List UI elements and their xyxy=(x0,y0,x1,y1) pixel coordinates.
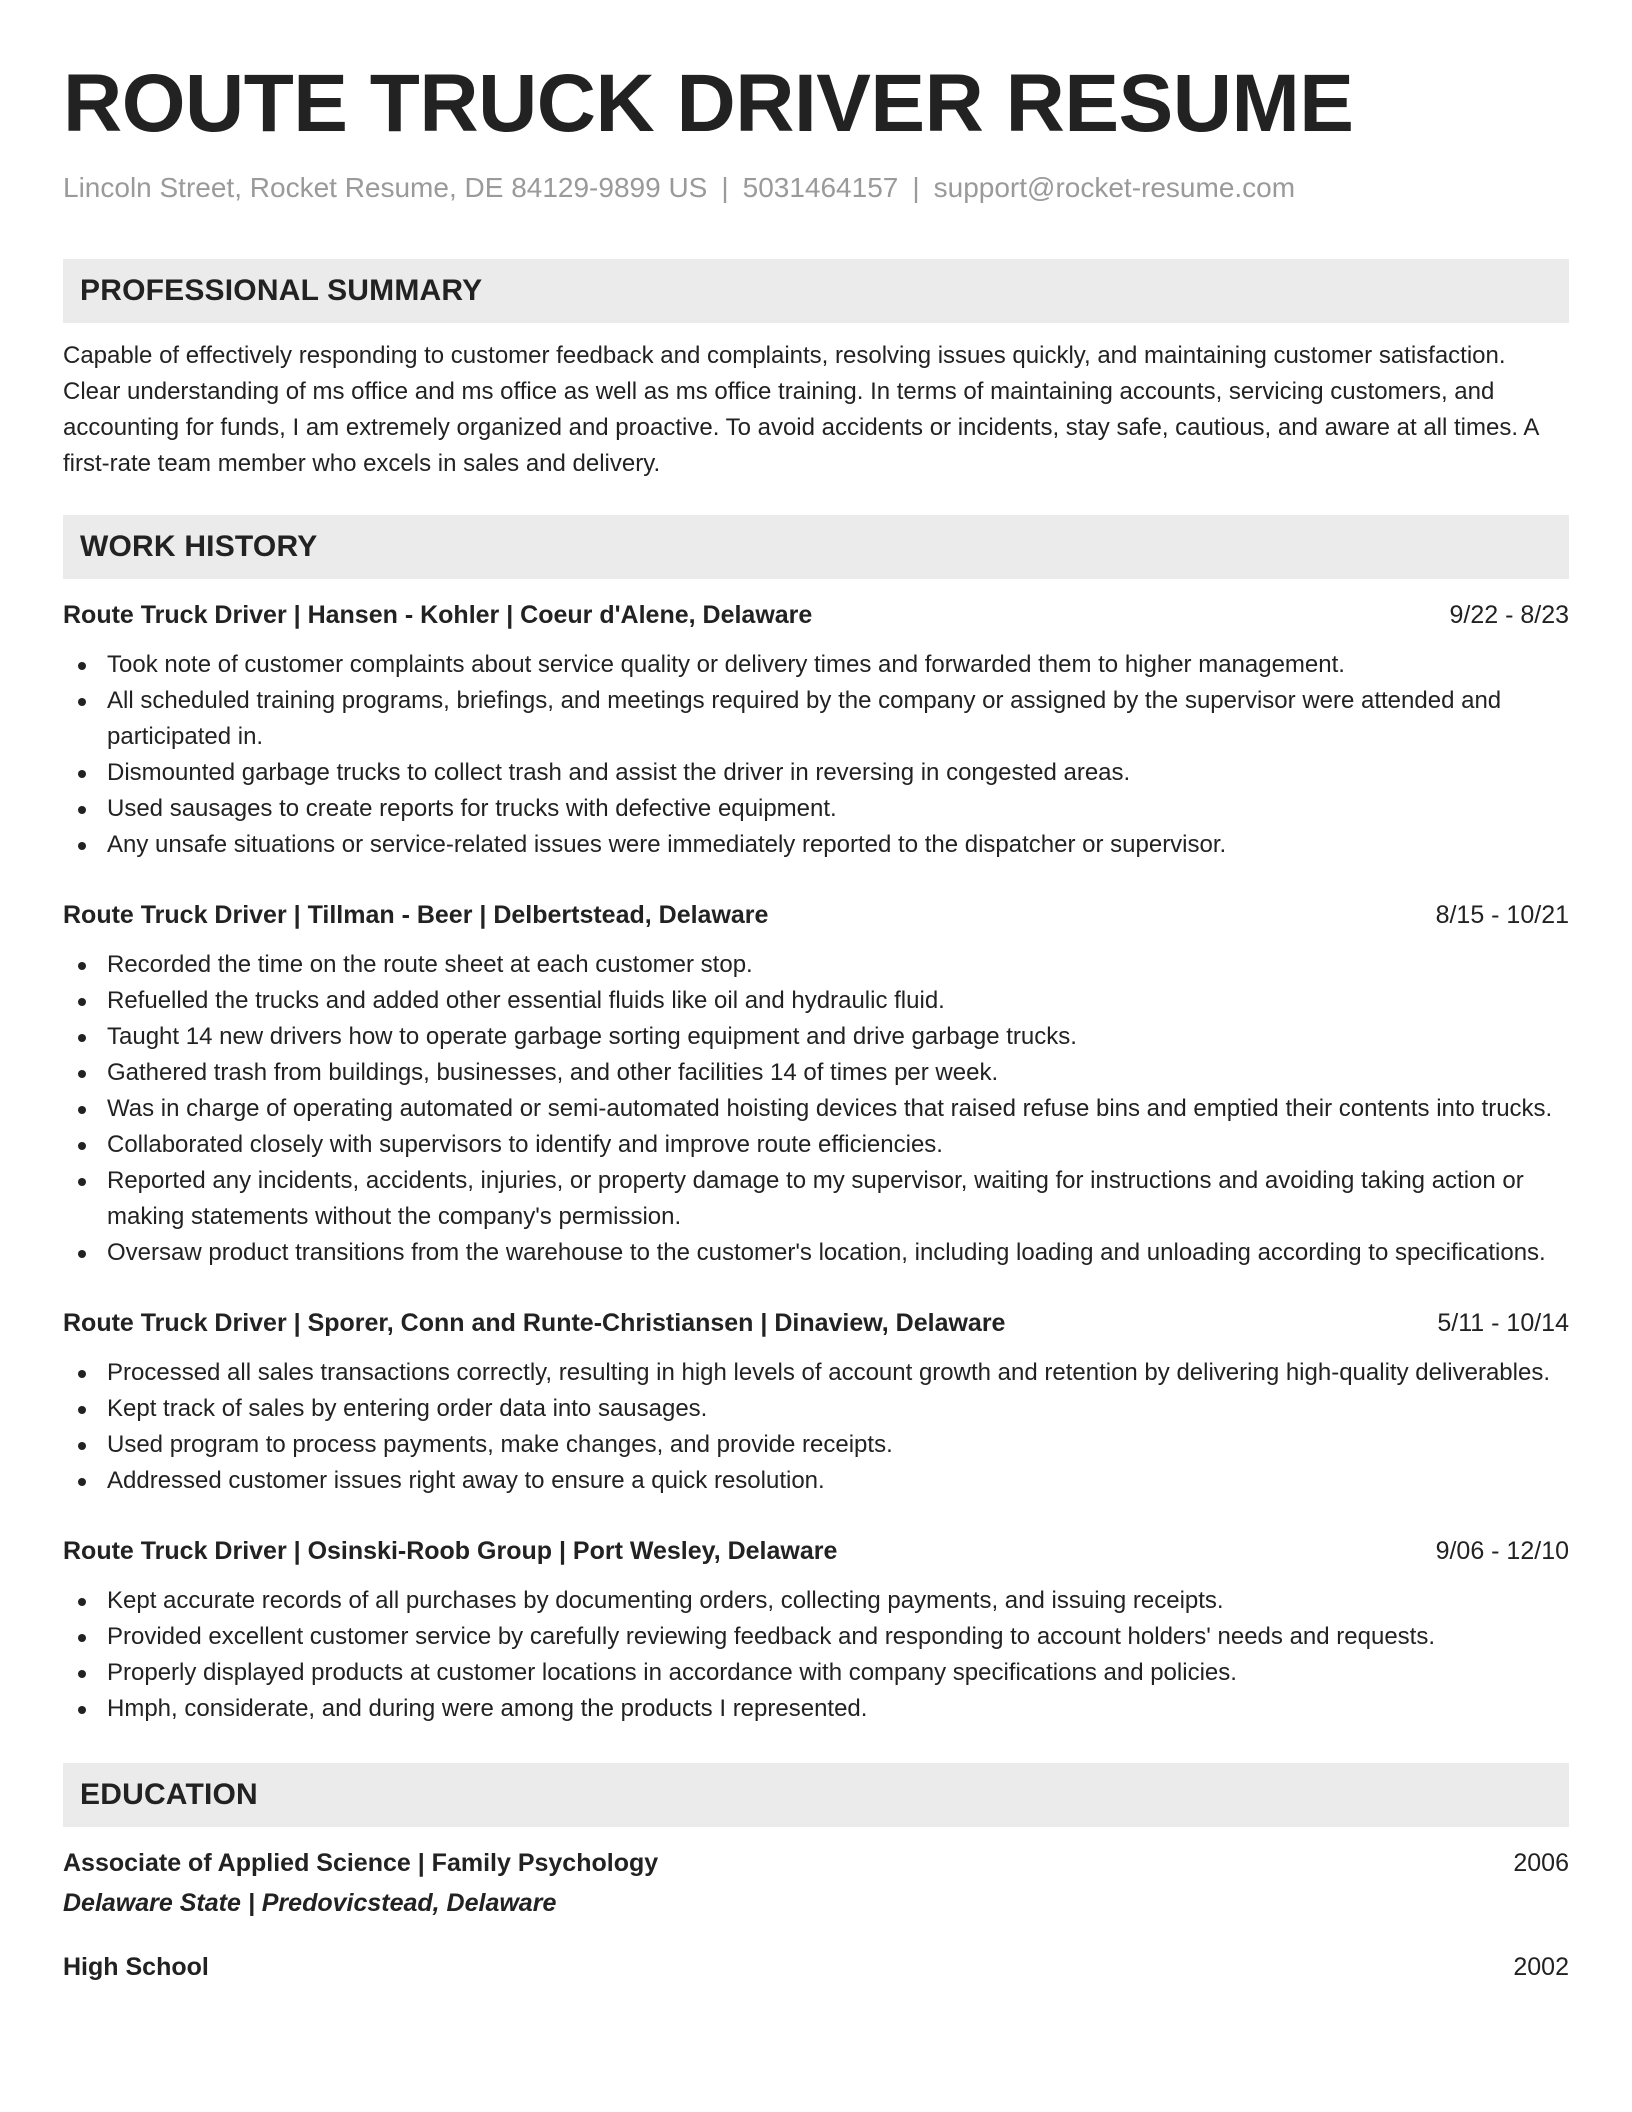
job-bullet-text: Refuelled the trucks and added other essential fluids like oil and hydraulic fluid. xyxy=(107,987,945,1014)
bullet-dot-icon xyxy=(78,842,86,850)
bullet-dot-icon xyxy=(78,662,86,670)
job-bullet-text: Recorded the time on the route sheet at each customer stop. xyxy=(107,951,753,978)
resume-title: ROUTE TRUCK DRIVER RESUME xyxy=(63,58,1354,149)
bullet-dot-icon xyxy=(78,1442,86,1450)
contact-line xyxy=(63,170,1569,206)
job-bullet-text: Gathered trash from buildings, businesses, and other facilities 14 of times per week. xyxy=(107,1059,999,1086)
section-header-work-history: WORK HISTORY xyxy=(63,515,1569,579)
job-bullet xyxy=(63,1427,1569,1463)
job-header xyxy=(63,1305,1569,1341)
bullet-dot-icon xyxy=(78,806,86,814)
job-bullet-text: Collaborated closely with supervisors to identify and improve route efficiencies. xyxy=(107,1131,943,1158)
phone-text: 5031464157 xyxy=(742,172,899,203)
job-bullet xyxy=(63,791,1569,827)
contact-separator: | xyxy=(912,172,920,203)
education-school: Delaware State | Predovicstead, Delaware xyxy=(63,1889,557,1917)
job-dates: 9/06 - 12/10 xyxy=(1435,1537,1569,1565)
education-entry xyxy=(63,1949,1569,1985)
education-header xyxy=(63,1845,1569,1881)
job-bullet-list xyxy=(63,1355,1569,1499)
job-bullet-text: Was in charge of operating automated or semi-automated hoisting devices that raised refuse bins and emptied their contents into trucks. xyxy=(107,1095,1553,1122)
bullet-dot-icon xyxy=(78,1070,86,1078)
bullet-dot-icon xyxy=(78,1634,86,1642)
job-title: Route Truck Driver | Osinski-Roob Group | Port Wesley, Delaware xyxy=(63,1537,838,1565)
bullet-dot-icon xyxy=(78,1706,86,1714)
job-bullet-text: Taught 14 new drivers how to operate garbage sorting equipment and drive garbage trucks. xyxy=(107,1023,1077,1050)
job-entry xyxy=(63,897,1569,1271)
job-bullet xyxy=(63,755,1569,791)
bullet-dot-icon xyxy=(78,1178,86,1186)
job-bullet-list xyxy=(63,647,1569,863)
job-bullet-text: Addressed customer issues right away to ensure a quick resolution. xyxy=(107,1467,825,1494)
job-bullet xyxy=(63,1235,1569,1271)
bullet-dot-icon xyxy=(78,1034,86,1042)
job-dates: 5/11 - 10/14 xyxy=(1437,1309,1569,1337)
job-bullet xyxy=(63,1019,1569,1055)
job-bullet xyxy=(63,1655,1569,1691)
job-dates: 9/22 - 8/23 xyxy=(1449,601,1569,629)
job-bullet-text: All scheduled training programs, briefings, and meetings required by the company or assigned by the supervisor were attended and participated in. xyxy=(107,687,1502,750)
bullet-dot-icon xyxy=(78,1406,86,1414)
job-entry xyxy=(63,597,1569,863)
bullet-dot-icon xyxy=(78,698,86,706)
section-header-summary: PROFESSIONAL SUMMARY xyxy=(63,259,1569,323)
job-bullet xyxy=(63,1619,1569,1655)
job-bullet xyxy=(63,1163,1569,1235)
job-bullet xyxy=(63,683,1569,755)
bullet-dot-icon xyxy=(78,998,86,1006)
bullet-dot-icon xyxy=(78,962,86,970)
education-degree: Associate of Applied Science | Family Psychology xyxy=(63,1849,659,1877)
job-bullet-text: Kept accurate records of all purchases by documenting orders, collecting payments, and issuing receipts. xyxy=(107,1587,1224,1614)
bullet-dot-icon xyxy=(78,1106,86,1114)
job-bullet xyxy=(63,647,1569,683)
bullet-dot-icon xyxy=(78,1598,86,1606)
job-bullet-text: Hmph, considerate, and during were among the products I represented. xyxy=(107,1695,868,1722)
job-bullet xyxy=(63,1583,1569,1619)
work-history-list xyxy=(63,597,1569,1727)
job-bullet xyxy=(63,1355,1569,1391)
job-bullet-text: Took note of customer complaints about service quality or delivery times and forwarded them to higher management. xyxy=(107,651,1345,678)
job-bullet-text: Reported any incidents, accidents, injuries, or property damage to my supervisor, waiting for instructions and avoiding taking action or making statements without the company's permission. xyxy=(107,1167,1524,1230)
job-bullet xyxy=(63,1391,1569,1427)
education-year: 2006 xyxy=(1513,1849,1569,1877)
contact-separator: | xyxy=(721,172,729,203)
job-bullet xyxy=(63,827,1569,863)
bullet-dot-icon xyxy=(78,1370,86,1378)
job-bullet-text: Properly displayed products at customer locations in accordance with company specifications and policies. xyxy=(107,1659,1237,1686)
education-list xyxy=(63,1845,1569,1985)
job-bullet-text: Used sausages to create reports for trucks with defective equipment. xyxy=(107,795,837,822)
job-bullet-text: Processed all sales transactions correctly, resulting in high levels of account growth and retention by delivering high-quality deliverables. xyxy=(107,1359,1550,1386)
job-bullet-text: Used program to process payments, make changes, and provide receipts. xyxy=(107,1431,893,1458)
job-bullet-text: Kept track of sales by entering order data into sausages. xyxy=(107,1395,708,1422)
education-year: 2002 xyxy=(1513,1953,1569,1981)
summary-paragraph: Capable of effectively responding to customer feedback and complaints, resolving issues quickly, and maintaining customer satisfaction. Clear understanding of ms office and ms office as well as ms office training. In terms of maintaining accounts, servicing customers, and accounting for funds, I am extremely organized and proactive. To avoid accidents or incidents, stay safe, cautious, and aware at all times. A first-rate team member who excels in sales and delivery. xyxy=(63,342,1539,477)
job-bullet-text: Oversaw product transitions from the warehouse to the customer's location, including loading and unloading according to specifications. xyxy=(107,1239,1546,1266)
job-bullet-text: Dismounted garbage trucks to collect trash and assist the driver in reversing in congested areas. xyxy=(107,759,1131,786)
job-title: Route Truck Driver | Hansen - Kohler | Coeur d'Alene, Delaware xyxy=(63,601,813,629)
job-dates: 8/15 - 10/21 xyxy=(1435,901,1569,929)
job-header xyxy=(63,597,1569,633)
education-degree: High School xyxy=(63,1953,209,1981)
job-header xyxy=(63,897,1569,933)
section-header-education: EDUCATION xyxy=(63,1763,1569,1827)
job-entry xyxy=(63,1533,1569,1727)
job-bullet-list xyxy=(63,947,1569,1271)
job-bullet xyxy=(63,947,1569,983)
job-bullet xyxy=(63,1127,1569,1163)
job-bullet-text: Any unsafe situations or service-related issues were immediately reported to the dispatcher or supervisor. xyxy=(107,831,1227,858)
job-bullet xyxy=(63,1091,1569,1127)
education-header xyxy=(63,1949,1569,1985)
education-entry xyxy=(63,1845,1569,1921)
job-bullet xyxy=(63,1691,1569,1727)
bullet-dot-icon xyxy=(78,1670,86,1678)
job-bullet-list xyxy=(63,1583,1569,1727)
bullet-dot-icon xyxy=(78,1478,86,1486)
email-link[interactable]: support@rocket-resume.com xyxy=(933,172,1296,203)
bullet-dot-icon xyxy=(78,770,86,778)
job-header xyxy=(63,1533,1569,1569)
job-bullet-text: Provided excellent customer service by carefully reviewing feedback and responding to account holders' needs and requests. xyxy=(107,1623,1436,1650)
job-entry xyxy=(63,1305,1569,1499)
job-bullet xyxy=(63,983,1569,1019)
job-bullet xyxy=(63,1055,1569,1091)
job-bullet xyxy=(63,1463,1569,1499)
bullet-dot-icon xyxy=(78,1142,86,1150)
bullet-dot-icon xyxy=(78,1250,86,1258)
address-text: Lincoln Street, Rocket Resume, DE 84129-9899 US xyxy=(63,172,708,203)
job-title: Route Truck Driver | Sporer, Conn and Runte-Christiansen | Dinaview, Delaware xyxy=(63,1309,1006,1337)
job-title: Route Truck Driver | Tillman - Beer | Delbertstead, Delaware xyxy=(63,901,769,929)
